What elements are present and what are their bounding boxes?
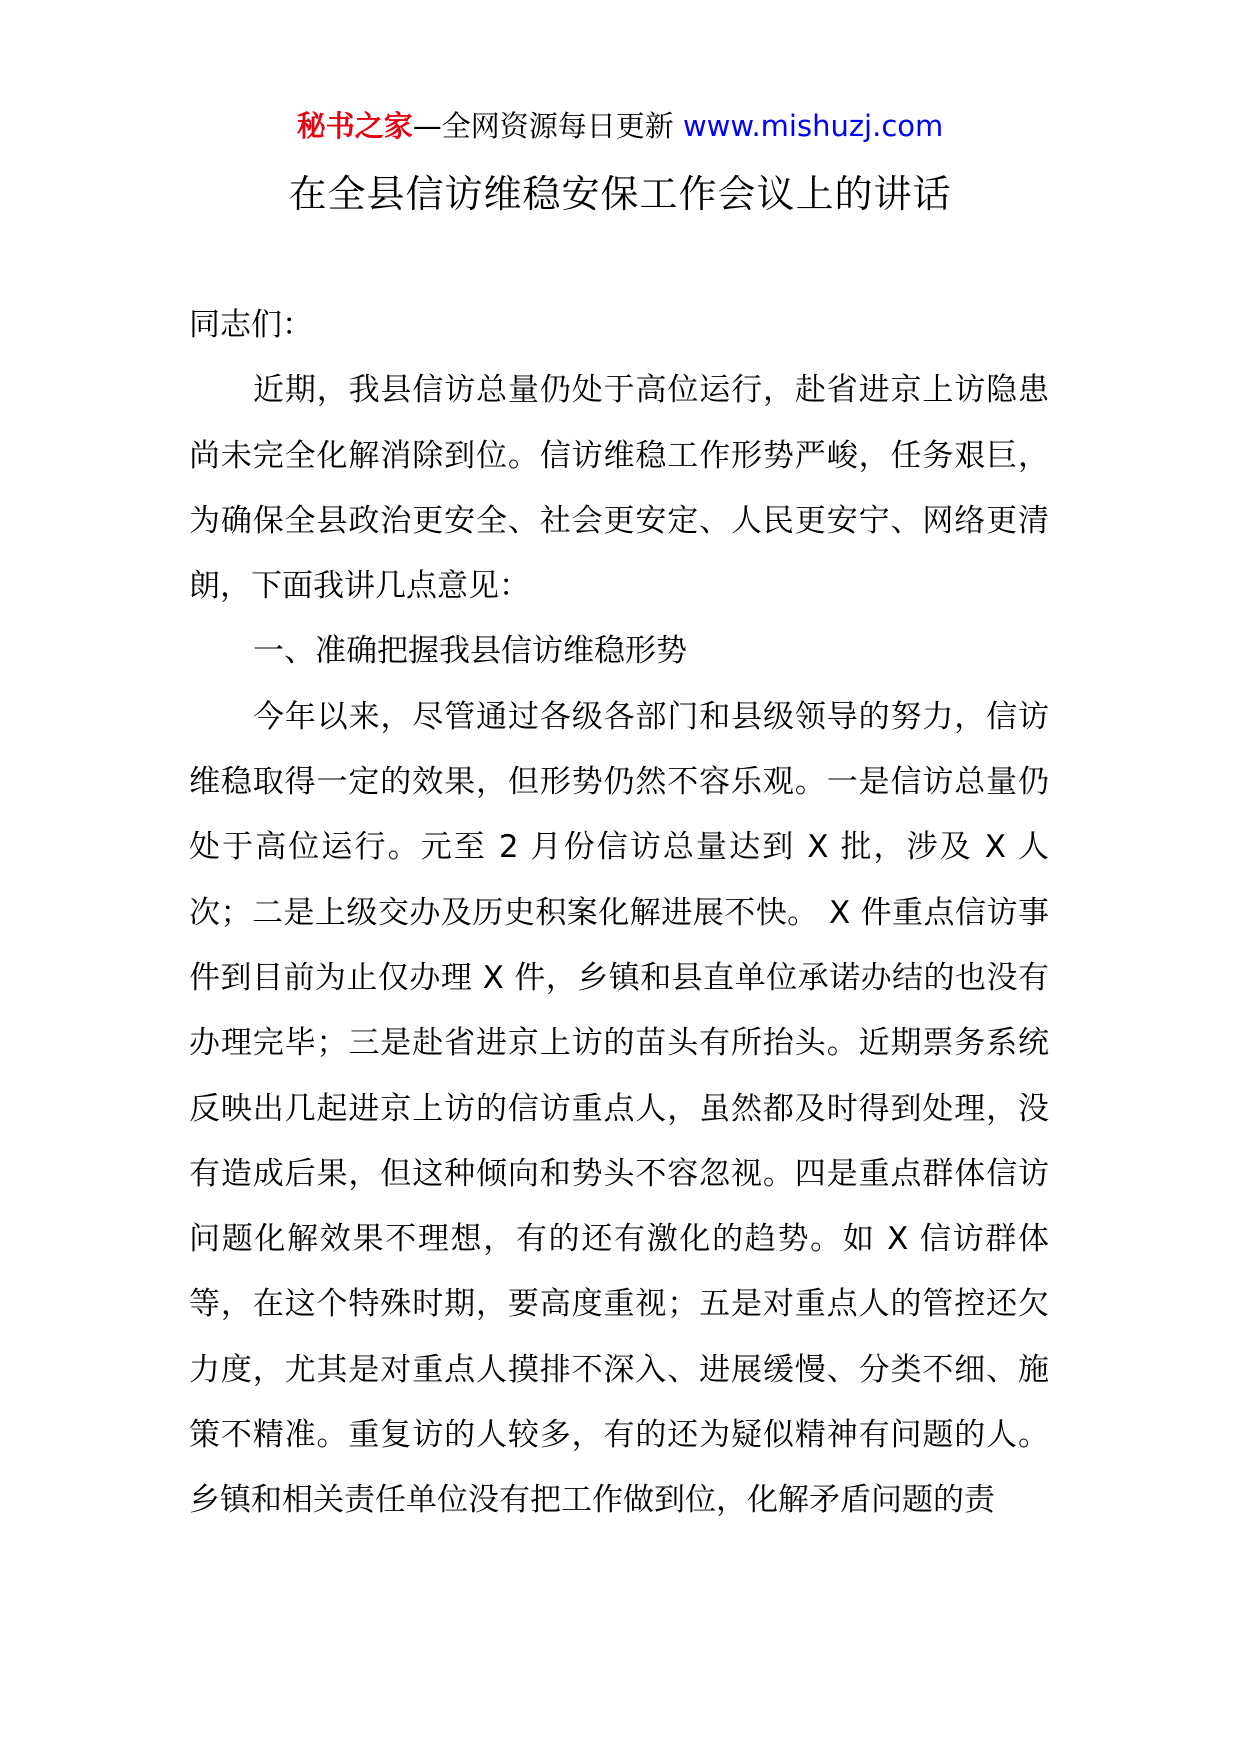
site-url-link[interactable]: www.mishuzj.com bbox=[682, 109, 944, 143]
site-tagline: —全网资源每日更新 bbox=[412, 109, 683, 143]
body-paragraph: 今年以来，尽管通过各级各部门和县级领导的努力，信访维稳取得一定的效果，但形势仍然不容乐观。一是信访总量仍处于高位运行。元至 2 月份信访总量达到 X 批，涉及 X 人次；二是上级交办及历史积案化解进展不快。 X 件重点信访事件到目前为止仅办理 X 件，乡镇和县直单位承诺办结的也没有办理完毕；三是赴省进京上访的苗头有所抬头。近期票务系统反映出几起进京上访的信访重点人，虽然都及时得到处理，没有造成后果，但这种倾向和势头不容忽视。四是重点群体信访问题化解效果不理想，有的还有激化的趋势。如 X 信访群体等，在这个特殊时期，要高度重视；五是对重点人的管控还欠力度，尤其是对重点人摸排不深入、进展缓慢、分类不细、施策不精准。重复访的人较多，有的还为疑似精神有问题的人。乡镇和相关责任单位没有把工作做到位，化解矛盾问题的责 bbox=[189, 698, 1049, 1519]
site-header bbox=[0, 104, 1240, 148]
site-brand: 秘书之家 bbox=[296, 109, 413, 143]
document-title: 在全县信访维稳安保工作会议上的讲话 bbox=[288, 172, 952, 216]
document-body bbox=[189, 293, 1049, 1534]
section-heading: 一、准确把握我县信访维稳形势 bbox=[253, 633, 687, 670]
salutation: 同志们： bbox=[189, 307, 313, 343]
intro-paragraph: 近期，我县信访总量仍处于高位运行，赴省进京上访隐患尚未完全化解消除到位。信访维稳工作形势严峻，任务艰巨，为确保全县政治更安全、社会更安定、人民更安宁、网络更清朗，下面我讲几点意见： bbox=[189, 372, 1049, 605]
